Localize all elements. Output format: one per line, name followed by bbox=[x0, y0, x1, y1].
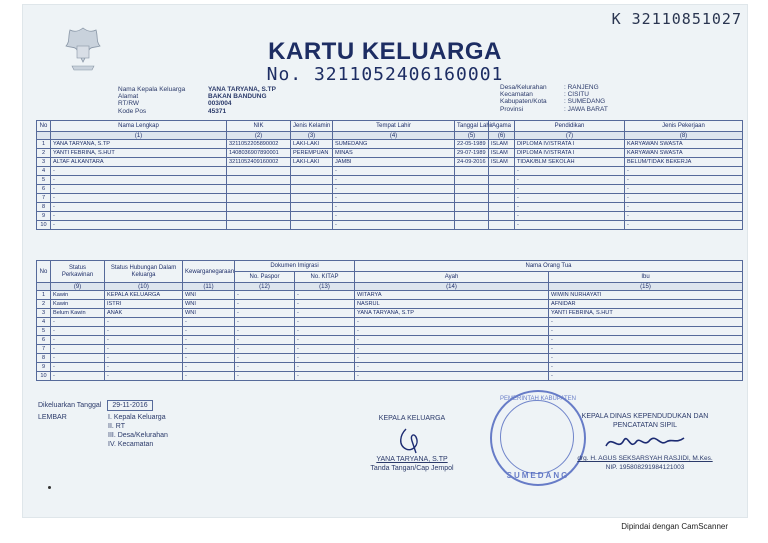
table-cell bbox=[489, 185, 515, 194]
table-cell: Kawin bbox=[51, 291, 105, 300]
office-title: KEPALA DINAS KEPENDUDUKAN DAN PENCATATAN SIPIL bbox=[581, 413, 709, 429]
table-cell: - bbox=[549, 327, 743, 336]
table-row bbox=[37, 336, 743, 345]
table-row bbox=[37, 203, 743, 212]
table-cell: - bbox=[51, 318, 105, 327]
official-name: drg. H. AGUS SEKSARSYAH RASJIDI, M.Kes. bbox=[577, 455, 713, 462]
column-index bbox=[37, 283, 51, 291]
table-cell: TIDAK/BLM SEKOLAH bbox=[515, 158, 625, 167]
table-cell: - bbox=[235, 300, 295, 309]
table-cell: - bbox=[549, 336, 743, 345]
table-cell: 1 bbox=[37, 291, 51, 300]
table-cell: - bbox=[235, 345, 295, 354]
table-cell: LAKI-LAKI bbox=[291, 140, 333, 149]
table-cell bbox=[455, 221, 489, 230]
table-cell: - bbox=[625, 167, 743, 176]
column-header: Tempat Lahir bbox=[333, 121, 455, 132]
info-value: : JAWA BARAT bbox=[564, 105, 608, 113]
table-cell: 1 bbox=[37, 140, 51, 149]
table-cell: - bbox=[333, 221, 455, 230]
column-header: Status Perkawinan bbox=[51, 261, 105, 283]
table-cell: ALTAF ALKANTARA bbox=[51, 158, 227, 167]
column-index: (2) bbox=[227, 132, 291, 140]
table-cell: 10 bbox=[37, 372, 51, 381]
table-cell: SUMEDANG bbox=[333, 140, 455, 149]
table-cell: - bbox=[183, 336, 235, 345]
table-row bbox=[37, 327, 743, 336]
lembar-item: III. Desa/Kelurahan bbox=[108, 432, 168, 439]
column-index: (14) bbox=[355, 283, 549, 291]
column-header: No. Paspor bbox=[235, 272, 295, 283]
table-cell: 7 bbox=[37, 194, 51, 203]
table-cell: - bbox=[333, 176, 455, 185]
table-cell: - bbox=[235, 291, 295, 300]
table-cell: - bbox=[51, 327, 105, 336]
table-cell: - bbox=[295, 327, 355, 336]
table-cell: - bbox=[183, 318, 235, 327]
official-stamp: PEMERINTAH KABUPATEN SUMEDANG bbox=[490, 390, 586, 486]
table-cell: - bbox=[105, 327, 183, 336]
family-status-table bbox=[36, 260, 743, 381]
table-cell: 2 bbox=[37, 300, 51, 309]
table-cell: AFNIDAR bbox=[549, 300, 743, 309]
table-cell: - bbox=[235, 363, 295, 372]
column-index: (3) bbox=[291, 132, 333, 140]
table-cell: - bbox=[183, 372, 235, 381]
table-cell: 5 bbox=[37, 176, 51, 185]
table-cell: - bbox=[515, 212, 625, 221]
issued-label: Dikeluarkan Tanggal bbox=[38, 402, 102, 409]
table-cell: - bbox=[355, 354, 549, 363]
table-cell: ANAK bbox=[105, 309, 183, 318]
table-cell bbox=[227, 185, 291, 194]
table-cell: 2 bbox=[37, 149, 51, 158]
table-cell: MINAS bbox=[333, 149, 455, 158]
info-value: 45371 bbox=[208, 107, 227, 115]
table-cell: YANA TARYANA, S.TP bbox=[355, 309, 549, 318]
table-cell: - bbox=[183, 345, 235, 354]
table-cell: - bbox=[105, 345, 183, 354]
table-cell: DIPLOMA IV/STRATA I bbox=[515, 149, 625, 158]
table-cell: - bbox=[549, 318, 743, 327]
table-cell: - bbox=[183, 363, 235, 372]
table-cell: - bbox=[625, 212, 743, 221]
table-cell: - bbox=[235, 309, 295, 318]
table-cell: - bbox=[51, 176, 227, 185]
table-row bbox=[37, 345, 743, 354]
table-cell bbox=[455, 212, 489, 221]
table-cell: - bbox=[105, 336, 183, 345]
table-cell: - bbox=[355, 363, 549, 372]
table-cell bbox=[227, 203, 291, 212]
column-header: Nama Lengkap bbox=[51, 121, 227, 132]
table-cell: - bbox=[51, 345, 105, 354]
table-cell bbox=[227, 194, 291, 203]
table-cell: - bbox=[515, 203, 625, 212]
column-header: Ayah bbox=[355, 272, 549, 283]
info-label: Desa/Kelurahan bbox=[500, 84, 547, 91]
info-value: 003/004 bbox=[208, 100, 232, 108]
column-header: Dokumen Imigrasi bbox=[235, 261, 355, 272]
table-cell: - bbox=[625, 203, 743, 212]
table-cell bbox=[227, 221, 291, 230]
table-cell: PEREMPUAN bbox=[291, 149, 333, 158]
column-header: Jenis Kelamin bbox=[291, 121, 333, 132]
table-row bbox=[37, 354, 743, 363]
table-cell bbox=[291, 221, 333, 230]
table-cell: - bbox=[515, 221, 625, 230]
table-cell bbox=[455, 167, 489, 176]
table-cell bbox=[227, 176, 291, 185]
lembar-label: LEMBAR bbox=[38, 414, 67, 421]
table-cell: 1408036907890001 bbox=[227, 149, 291, 158]
table-cell: - bbox=[355, 345, 549, 354]
official-signature-block bbox=[560, 412, 730, 472]
info-value: BAKAN BANDUNG bbox=[208, 93, 267, 101]
column-header: No. KITAP bbox=[295, 272, 355, 283]
table-cell: - bbox=[333, 194, 455, 203]
table-cell: - bbox=[549, 354, 743, 363]
table-cell: - bbox=[235, 327, 295, 336]
table-row bbox=[37, 221, 743, 230]
table-cell: KARYAWAN SWASTA bbox=[625, 149, 743, 158]
column-index: (9) bbox=[51, 283, 105, 291]
column-header: Ibu bbox=[549, 272, 743, 283]
table-row bbox=[37, 194, 743, 203]
table-cell: ISTRI bbox=[105, 300, 183, 309]
table-cell: - bbox=[549, 363, 743, 372]
table-cell: 3 bbox=[37, 158, 51, 167]
table-cell: 9 bbox=[37, 363, 51, 372]
table-row bbox=[37, 300, 743, 309]
table-cell: WNI bbox=[183, 291, 235, 300]
table-cell: - bbox=[105, 372, 183, 381]
table-cell: - bbox=[515, 185, 625, 194]
table-cell: - bbox=[333, 185, 455, 194]
table-cell: - bbox=[105, 354, 183, 363]
column-index: (12) bbox=[235, 283, 295, 291]
table-cell: - bbox=[355, 336, 549, 345]
serial-number: K 32110851027 bbox=[611, 10, 742, 28]
lembar-item: IV. Kecamatan bbox=[108, 441, 154, 448]
table-row bbox=[37, 176, 743, 185]
table-cell: - bbox=[549, 372, 743, 381]
table-cell bbox=[291, 185, 333, 194]
table-cell: 3211052409160002 bbox=[227, 158, 291, 167]
table-cell: 6 bbox=[37, 336, 51, 345]
table-cell bbox=[489, 212, 515, 221]
column-index: (4) bbox=[333, 132, 455, 140]
column-header: Agama bbox=[489, 121, 515, 132]
table-row bbox=[37, 212, 743, 221]
column-header: Jenis Pekerjaan bbox=[625, 121, 743, 132]
table-cell: 5 bbox=[37, 327, 51, 336]
head-caption: Tanda Tangan/Cap Jempol bbox=[370, 465, 454, 472]
table-cell: 29-07-1989 bbox=[455, 149, 489, 158]
table-cell: NASRUL bbox=[355, 300, 549, 309]
table-cell: - bbox=[625, 185, 743, 194]
table-cell: - bbox=[515, 194, 625, 203]
document-title: KARTU KELUARGA bbox=[268, 38, 502, 65]
column-header: No bbox=[37, 121, 51, 132]
table-cell: - bbox=[51, 212, 227, 221]
table-row bbox=[37, 309, 743, 318]
table-cell bbox=[489, 203, 515, 212]
table-cell: - bbox=[51, 354, 105, 363]
column-index: (8) bbox=[625, 132, 743, 140]
table-cell bbox=[489, 167, 515, 176]
column-index: (1) bbox=[51, 132, 227, 140]
table-cell: WNI bbox=[183, 300, 235, 309]
column-index: (7) bbox=[515, 132, 625, 140]
table-cell: JAMBI bbox=[333, 158, 455, 167]
table-cell: - bbox=[295, 345, 355, 354]
table-row bbox=[37, 167, 743, 176]
table-cell: YANA TARYANA, S.TP bbox=[51, 140, 227, 149]
table-cell: - bbox=[51, 167, 227, 176]
column-header: Kewarganegaraan bbox=[183, 261, 235, 283]
column-index bbox=[37, 132, 51, 140]
column-index: (11) bbox=[183, 283, 235, 291]
table-cell: DIPLOMA IV/STRATA I bbox=[515, 140, 625, 149]
table-cell: - bbox=[295, 372, 355, 381]
table-cell: - bbox=[51, 372, 105, 381]
table-cell: Kawin bbox=[51, 300, 105, 309]
info-label: Provinsi bbox=[500, 105, 524, 113]
table-cell: WNI bbox=[183, 309, 235, 318]
table-row bbox=[37, 185, 743, 194]
table-cell: WITARYA bbox=[355, 291, 549, 300]
table-cell: 22-05-1989 bbox=[455, 140, 489, 149]
table-cell: 3211052205890002 bbox=[227, 140, 291, 149]
table-cell: 4 bbox=[37, 318, 51, 327]
issued-date: 29-11-2016 bbox=[107, 400, 152, 411]
column-header: No bbox=[37, 261, 51, 283]
table-cell: - bbox=[355, 327, 549, 336]
table-cell: - bbox=[625, 176, 743, 185]
head-signature-block bbox=[352, 414, 472, 473]
head-info bbox=[118, 86, 276, 115]
table-cell: - bbox=[235, 354, 295, 363]
column-index: (15) bbox=[549, 283, 743, 291]
head-name: YANA TARYANA, S.TP bbox=[376, 456, 448, 463]
table-cell: - bbox=[183, 327, 235, 336]
table-cell: - bbox=[51, 336, 105, 345]
info-label: Alamat bbox=[118, 93, 139, 101]
table-cell: 7 bbox=[37, 345, 51, 354]
column-header: NIK bbox=[227, 121, 291, 132]
table-cell bbox=[291, 176, 333, 185]
table-row bbox=[37, 291, 743, 300]
table-cell: - bbox=[295, 354, 355, 363]
table-row bbox=[37, 363, 743, 372]
table-cell: WIWIN NURHAYATI bbox=[549, 291, 743, 300]
table-cell: - bbox=[333, 167, 455, 176]
table-cell bbox=[455, 176, 489, 185]
column-index: (10) bbox=[105, 283, 183, 291]
table-cell bbox=[455, 185, 489, 194]
table-cell: - bbox=[355, 318, 549, 327]
table-cell: 4 bbox=[37, 167, 51, 176]
table-cell: YANTI FEBRINA, S.HUT bbox=[549, 309, 743, 318]
table-cell: - bbox=[333, 212, 455, 221]
table-cell: - bbox=[295, 318, 355, 327]
signature-icon bbox=[382, 425, 442, 455]
info-value: YANA TARYANA, S.TP bbox=[208, 86, 276, 93]
table-cell: - bbox=[183, 354, 235, 363]
table-cell: - bbox=[515, 176, 625, 185]
table-cell bbox=[291, 212, 333, 221]
table-cell: - bbox=[333, 203, 455, 212]
info-label: Kecamatan bbox=[500, 91, 533, 99]
table-cell: - bbox=[625, 194, 743, 203]
info-label: Kabupaten/Kota bbox=[500, 98, 547, 106]
table-cell: - bbox=[105, 363, 183, 372]
official-nip: NIP. 195808291984121003 bbox=[605, 464, 685, 471]
info-value: : SUMEDANG bbox=[564, 98, 606, 106]
lembar-item: II. RT bbox=[108, 423, 125, 430]
table-row bbox=[37, 318, 743, 327]
table-cell: ISLAM bbox=[489, 149, 515, 158]
table-cell: 24-09-2016 bbox=[455, 158, 489, 167]
table-row bbox=[37, 140, 743, 149]
official-signature-icon bbox=[600, 430, 690, 454]
family-members-table bbox=[36, 120, 743, 230]
info-label: Nama Kepala Keluarga bbox=[118, 86, 186, 93]
table-cell: - bbox=[295, 363, 355, 372]
table-cell: - bbox=[235, 372, 295, 381]
table-cell bbox=[227, 167, 291, 176]
table-cell: ISLAM bbox=[489, 158, 515, 167]
table-cell bbox=[489, 221, 515, 230]
kk-number: No. 3211052406160001 bbox=[266, 64, 504, 85]
lembar-item: I. Kepala Keluarga bbox=[108, 414, 166, 421]
table-cell: 9 bbox=[37, 212, 51, 221]
table-cell: - bbox=[549, 345, 743, 354]
table-cell: 8 bbox=[37, 354, 51, 363]
table-cell: - bbox=[355, 372, 549, 381]
table-cell bbox=[455, 194, 489, 203]
table-cell: KEPALA KELUARGA bbox=[105, 291, 183, 300]
table-cell: - bbox=[51, 194, 227, 203]
head-title: KEPALA KELUARGA bbox=[378, 415, 446, 422]
table-cell: 8 bbox=[37, 203, 51, 212]
table-cell: - bbox=[105, 318, 183, 327]
table-cell: BELUM/TIDAK BEKERJA bbox=[625, 158, 743, 167]
column-header: Tanggal Lahir bbox=[455, 121, 489, 132]
column-index: (13) bbox=[295, 283, 355, 291]
table-cell bbox=[291, 194, 333, 203]
table-cell: - bbox=[51, 185, 227, 194]
column-index: (5) bbox=[455, 132, 489, 140]
table-cell bbox=[455, 203, 489, 212]
info-value: : CISITU bbox=[564, 91, 589, 99]
table-cell: - bbox=[295, 309, 355, 318]
family-card-document bbox=[22, 4, 748, 518]
info-label: RT/RW bbox=[118, 100, 140, 108]
table-cell bbox=[489, 194, 515, 203]
column-header: Nama Orang Tua bbox=[355, 261, 743, 272]
table-row bbox=[37, 372, 743, 381]
table-cell: - bbox=[295, 291, 355, 300]
table-cell: - bbox=[625, 221, 743, 230]
table-row bbox=[37, 158, 743, 167]
table-cell: - bbox=[51, 363, 105, 372]
table-cell: - bbox=[235, 318, 295, 327]
table-cell: 10 bbox=[37, 221, 51, 230]
table-cell bbox=[227, 212, 291, 221]
table-cell: - bbox=[515, 167, 625, 176]
table-row bbox=[37, 149, 743, 158]
table-cell: 6 bbox=[37, 185, 51, 194]
camscanner-watermark: Dipindai dengan CamScanner bbox=[621, 522, 728, 531]
table-cell: - bbox=[295, 300, 355, 309]
table-cell: YANTI FEBRINA, S.HUT bbox=[51, 149, 227, 158]
table-cell: KARYAWAN SWASTA bbox=[625, 140, 743, 149]
table-cell bbox=[291, 203, 333, 212]
table-cell: - bbox=[51, 221, 227, 230]
table-cell bbox=[291, 167, 333, 176]
table-cell: Belum Kawin bbox=[51, 309, 105, 318]
column-header: Status Hubungan Dalam Keluarga bbox=[105, 261, 183, 283]
info-label: Kode Pos bbox=[118, 107, 147, 115]
table-cell: LAKI-LAKI bbox=[291, 158, 333, 167]
column-index: (6) bbox=[489, 132, 515, 140]
info-value: : RANJENG bbox=[564, 84, 599, 91]
issue-info bbox=[38, 400, 168, 449]
table-cell: - bbox=[235, 336, 295, 345]
table-cell: - bbox=[295, 336, 355, 345]
table-cell: 3 bbox=[37, 309, 51, 318]
column-header: Pendidikan bbox=[515, 121, 625, 132]
table-cell: ISLAM bbox=[489, 140, 515, 149]
region-info bbox=[500, 84, 608, 113]
table-cell: - bbox=[51, 203, 227, 212]
scan-dot bbox=[48, 486, 51, 489]
table-cell bbox=[489, 176, 515, 185]
